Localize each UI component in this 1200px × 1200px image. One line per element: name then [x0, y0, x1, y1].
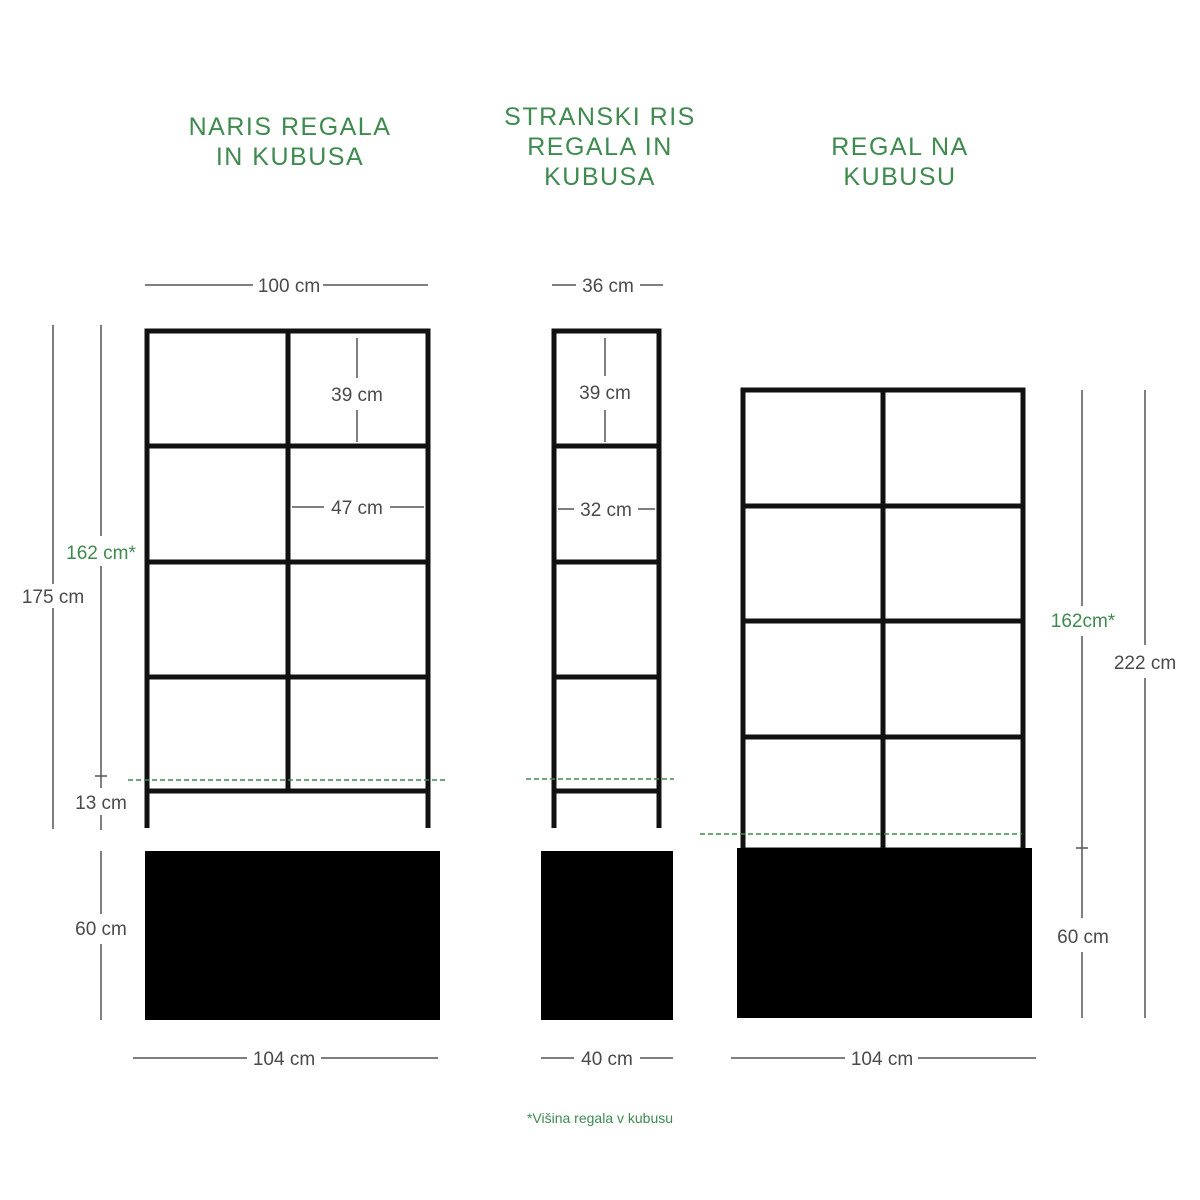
mounted-inner-height-label: 162cm*	[1050, 611, 1116, 632]
side-cell-width-label: 32 cm	[580, 500, 632, 521]
front-cell-width-label: 47 cm	[331, 498, 383, 519]
front-shelf	[147, 331, 428, 828]
front-inner-height-label: 162 cm*	[66, 543, 136, 564]
footnote: *Višina regala v kubusu	[526, 1110, 674, 1126]
mounted-cube-width-label: 104 cm	[850, 1049, 914, 1070]
mounted-shelf	[743, 390, 1023, 850]
title-line: KUBUSU	[843, 163, 957, 191]
side-cube-width-label: 40 cm	[581, 1049, 633, 1070]
front-cube-height-label: 60 cm	[75, 919, 127, 940]
title-line: NARIS REGALA	[188, 113, 392, 141]
side-shelf	[554, 331, 659, 828]
side-cube	[541, 851, 673, 1020]
title-line: REGAL NA	[831, 133, 969, 161]
title-line: REGALA IN	[527, 133, 673, 161]
title-line: KUBUSA	[544, 163, 656, 191]
title-line: IN KUBUSA	[215, 143, 365, 171]
title-line: STRANSKI RIS	[504, 103, 696, 131]
front-cell-height-label: 39 cm	[331, 385, 383, 406]
mounted-cube	[737, 848, 1032, 1018]
front-total-height-label: 175 cm	[21, 587, 85, 608]
side-width-label: 36 cm	[582, 276, 634, 297]
front-width-label: 100 cm	[257, 276, 321, 297]
mounted-total-height-label: 222 cm	[1113, 653, 1177, 674]
front-legs-label: 13 cm	[75, 793, 127, 814]
front-cube	[145, 851, 440, 1020]
mounted-cube-height-label: 60 cm	[1057, 927, 1109, 948]
side-cell-height-label: 39 cm	[579, 383, 631, 404]
front-cube-width-label: 104 cm	[252, 1049, 316, 1070]
